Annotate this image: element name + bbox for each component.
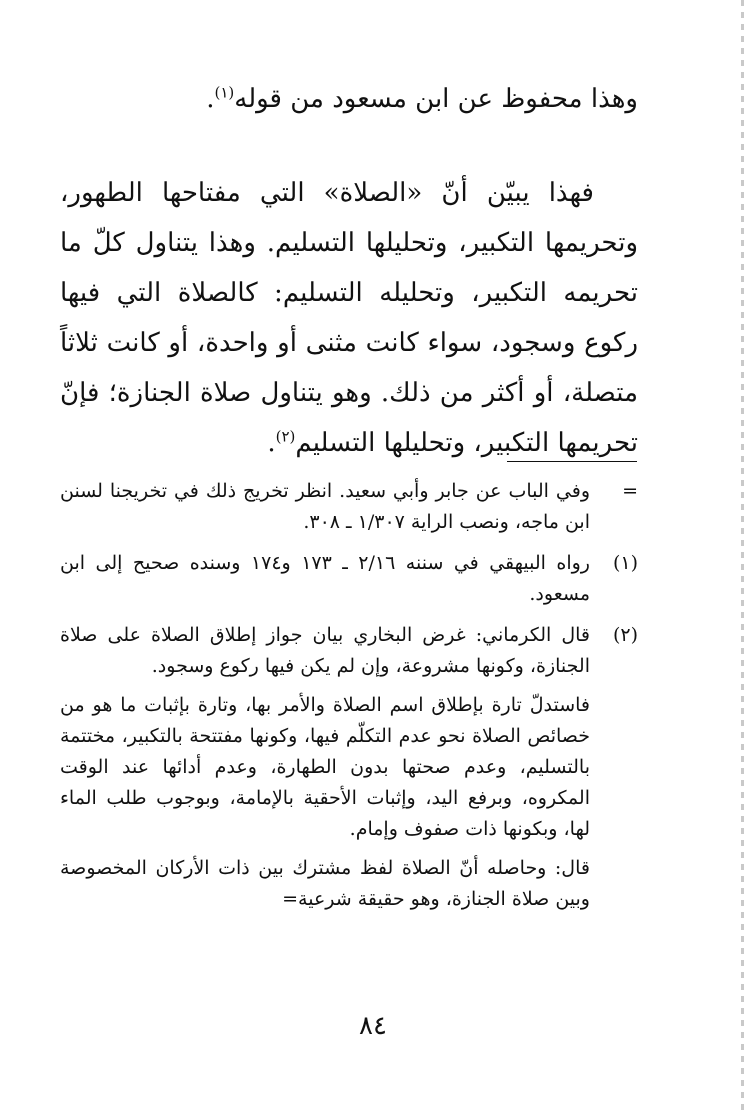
footnote-1 — [60, 548, 638, 610]
main-end: . — [267, 428, 276, 458]
page-edge-marks — [741, 0, 744, 1110]
intro-text: وهذا محفوظ عن ابن مسعود من قوله — [234, 84, 638, 114]
footnote-ref-2[interactable]: (٢) — [275, 427, 296, 446]
footnote-separator — [507, 461, 637, 462]
footnote-2 — [60, 620, 638, 915]
main-paragraph — [60, 168, 638, 468]
footnote-1-mark: (١) — [612, 552, 638, 574]
intro-line — [60, 74, 638, 124]
footnote-2-paragraph-3: قال: وحاصله أنّ الصلاة لفظ مشترك بين ذات الأركان المخصوصة وبين صلاة الجنازة، وهو حقيقة شرعية= — [60, 857, 590, 910]
footnotes — [60, 476, 638, 915]
continuation-text: وفي الباب عن جابر وأبي سعيد. انظر تخريج ذلك في تخريجنا لسنن ابن ماجه، ونصب الراية ١/٣٠٧ ـ ٣٠٨. — [60, 480, 590, 533]
continuation-mark: = — [622, 480, 638, 502]
footnote-2-mark: (٢) — [612, 624, 638, 646]
footnote-2-paragraph-1: قال الكرماني: غرض البخاري بيان جواز إطلاق الصلاة على صلاة الجنازة، وكونها مشروعة، وإن لم يكن فيها ركوع وسجود. — [60, 624, 590, 677]
footnote-ref-1[interactable]: (١) — [214, 83, 235, 102]
main-text: فهذا يبيّن أنّ «الصلاة» التي مفتاحها الطهور، وتحريمها التكبير، وتحليلها التسليم. وهذا يتناول كلّ ما تحريمه التكبير، وتحليله التسليم: كالصلاة التي فيها ركوع وسجود، سواء كانت مثنى أو واحدة، أو كانت ثلاثاً متصلة، أو أكثر من ذلك. وهو يتناول صلاة الجنازة؛ فإنّ تحريمها التكبير، وتحليلها التسليم — [60, 178, 638, 458]
footnote-continuation — [60, 476, 638, 538]
intro-end: . — [206, 84, 215, 114]
footnote-2-paragraph-2: فاستدلّ تارة بإطلاق اسم الصلاة والأمر بها، وتارة بإثبات ما هو من خصائص الصلاة نحو عدم التكلّم فيها، وكونها مفتتحة بالتكبير، مختتمة بالتسليم، وعدم صحتها بدون الطهارة، وعدم أدائها عند الوقت المكروه، وبرفع اليد، وإثبات الأحقية بالإمامة، وبوجوب طلب الماء لها، وبكونها ذات صفوف وإمام. — [60, 694, 590, 840]
page-number: ٨٤ — [359, 1011, 387, 1041]
footnote-1-text: رواه البيهقي في سننه ٢/١٦ ـ ١٧٣ و١٧٤ وسنده صحيح إلى ابن مسعود. — [60, 552, 590, 605]
